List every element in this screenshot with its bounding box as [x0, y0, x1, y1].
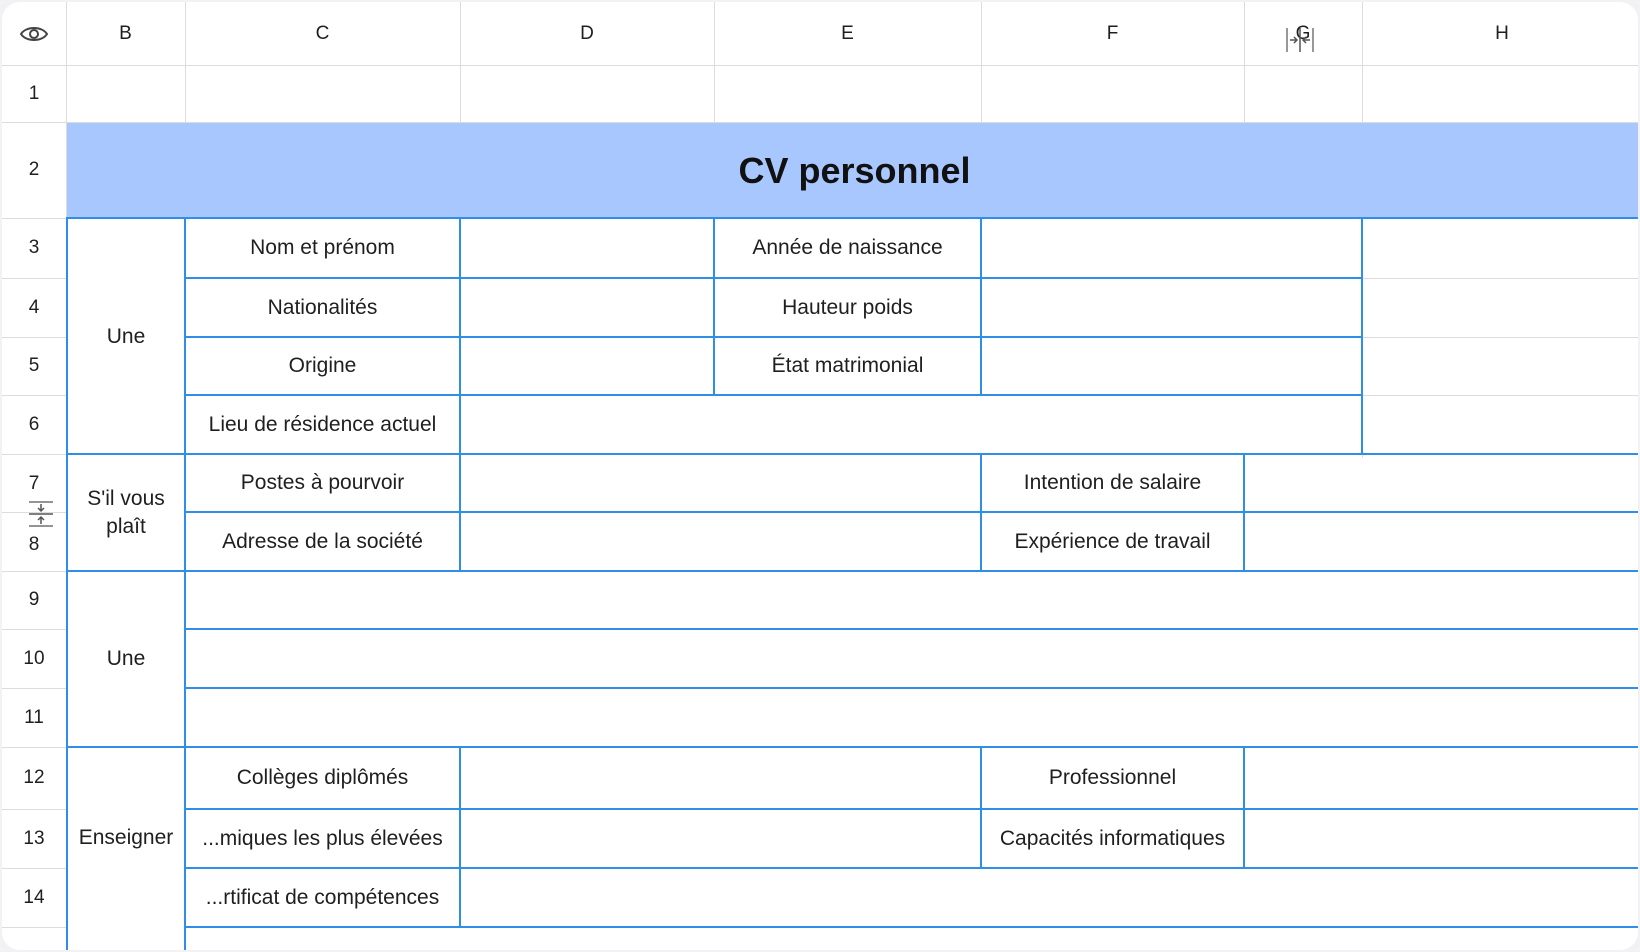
- row-number-9[interactable]: 9: [28, 589, 40, 610]
- header-bottom-line: [2, 65, 1638, 66]
- cell-birth-year-label[interactable]: Année de naissance: [752, 236, 943, 259]
- cell-origin-label[interactable]: Origine: [288, 354, 357, 377]
- cell-positions-label[interactable]: Postes à pourvoir: [240, 471, 405, 494]
- border-line: [1361, 217, 1363, 454]
- cell-name-label[interactable]: Nom et prénom: [250, 236, 395, 259]
- cell-salary-label[interactable]: Intention de salaire: [1023, 471, 1202, 494]
- cell-residence-label[interactable]: Lieu de résidence actuel: [208, 412, 437, 436]
- column-resize-icon[interactable]: [1284, 25, 1316, 55]
- row-number-6[interactable]: 6: [28, 413, 40, 435]
- row-number-7[interactable]: 7: [28, 473, 40, 494]
- cell-colleges-label[interactable]: Collèges diplômés: [236, 766, 409, 789]
- column-header-f[interactable]: F: [1106, 22, 1119, 44]
- group-label-sil-vous-plait[interactable]: S'il vous plaît: [87, 486, 165, 538]
- row-number-14[interactable]: 14: [23, 886, 45, 908]
- border-line: [980, 217, 982, 395]
- spreadsheet-grid: [2, 2, 1638, 950]
- row-number-10[interactable]: 10: [23, 647, 45, 669]
- border-line: [1243, 453, 1245, 571]
- row-number-11[interactable]: 11: [24, 706, 44, 728]
- spreadsheet-frame: [2, 2, 1638, 950]
- row-number-4[interactable]: 4: [28, 296, 40, 318]
- group-label-une[interactable]: Une: [106, 324, 146, 348]
- column-header-d[interactable]: D: [580, 22, 594, 44]
- cell-company-address-label[interactable]: Adresse de la société: [222, 529, 423, 553]
- row-line: [1362, 278, 1638, 279]
- row-line: [1362, 395, 1638, 396]
- row-line: [1362, 337, 1638, 338]
- row-number-12[interactable]: 12: [23, 767, 45, 788]
- cell-computer-skills-label[interactable]: Capacités informatiques: [999, 826, 1226, 850]
- cell-height-weight-label[interactable]: Hauteur poids: [782, 295, 913, 319]
- row-resize-icon[interactable]: [27, 500, 55, 528]
- column-header-c[interactable]: C: [315, 22, 330, 44]
- column-header-g[interactable]: G: [1295, 22, 1311, 44]
- row-number-5[interactable]: 5: [28, 355, 40, 376]
- column-header-h[interactable]: H: [1495, 22, 1509, 44]
- row-number-3[interactable]: 3: [28, 237, 40, 258]
- row-line: [2, 927, 66, 928]
- cell-highest-academic-label[interactable]: ...miques les plus élevées: [202, 826, 443, 850]
- row-number-13[interactable]: 13: [23, 827, 45, 849]
- row-line: [2, 454, 66, 455]
- page-title: CV personnel: [738, 149, 971, 191]
- group-label-une-2[interactable]: Une: [106, 647, 146, 670]
- border-line: [1243, 746, 1245, 868]
- cell-professional-label[interactable]: Professionnel: [1048, 766, 1177, 789]
- border-line: [185, 926, 1638, 928]
- eye-icon[interactable]: [12, 16, 56, 52]
- border-line: [459, 217, 461, 571]
- column-header-b[interactable]: B: [119, 22, 132, 44]
- cell-work-experience-label[interactable]: Expérience de travail: [1014, 529, 1211, 553]
- cell-nationality-label[interactable]: Nationalités: [267, 295, 378, 319]
- border-line: [185, 687, 1638, 689]
- border-line: [66, 570, 1638, 572]
- cell-certificate-label[interactable]: ...rtificat de compétences: [205, 885, 440, 909]
- row-number-2[interactable]: 2: [28, 159, 40, 180]
- row-number-1[interactable]: 1: [28, 82, 40, 104]
- border-line: [185, 628, 1638, 630]
- column-header-e[interactable]: E: [841, 22, 854, 44]
- row-number-8[interactable]: 8: [28, 534, 40, 555]
- cell-marital-status-label[interactable]: État matrimonial: [771, 354, 924, 377]
- border-line: [459, 746, 461, 927]
- group-label-enseigner[interactable]: Enseigner: [78, 825, 174, 849]
